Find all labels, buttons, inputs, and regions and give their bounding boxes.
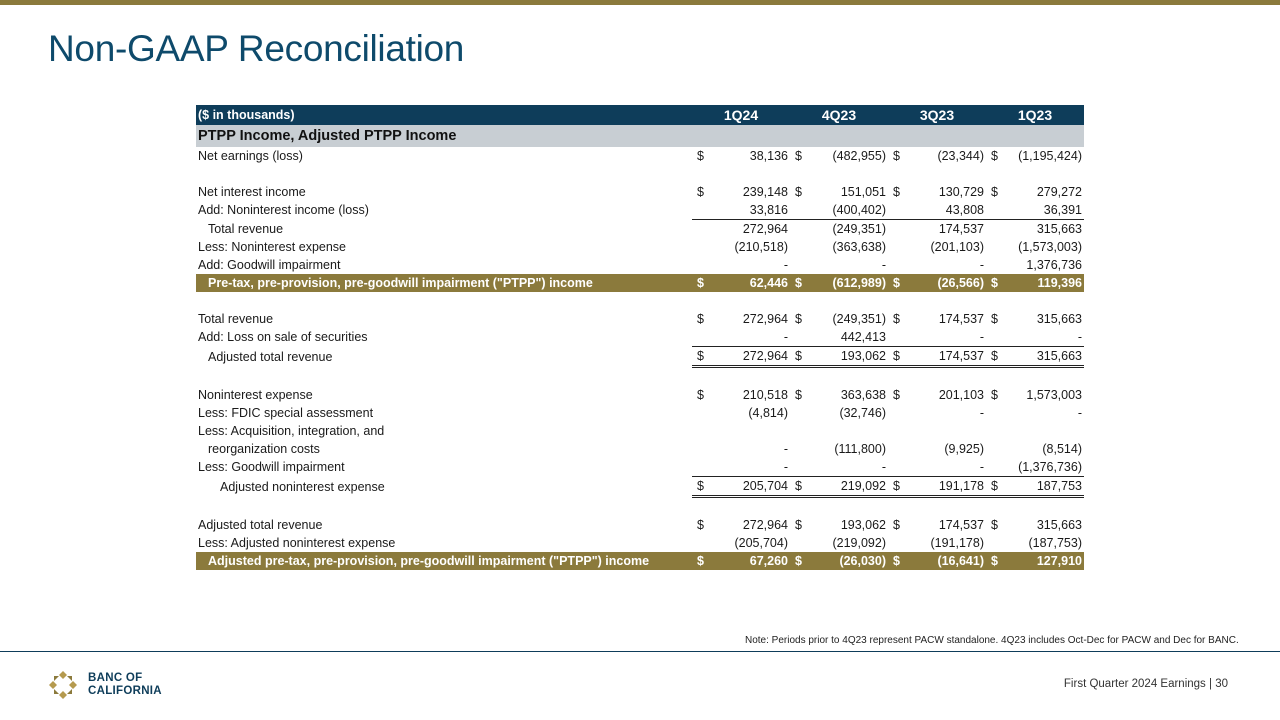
spacer-row [196, 165, 1084, 183]
spacer-row [196, 292, 1084, 310]
value-cell: (16,641) [904, 552, 986, 570]
row-label: Adjusted pre-tax, pre-provision, pre-goodwill impairment ("PTPP") income [196, 552, 692, 570]
footer-divider [0, 651, 1280, 652]
currency-symbol: $ [991, 149, 998, 163]
currency-symbol [986, 404, 1002, 422]
value-cell: - [979, 258, 984, 272]
value-cell: 174,537 [938, 518, 984, 532]
table-header [196, 105, 1084, 125]
value-cell: 33,816 [708, 201, 790, 220]
value-cell: 36,391 [1002, 201, 1084, 220]
value-cell: (201,103) [930, 240, 984, 254]
row-label: Less: Noninterest expense [198, 240, 347, 254]
currency-symbol: $ [991, 518, 998, 532]
currency-symbol: $ [790, 477, 806, 497]
currency-symbol [790, 404, 806, 422]
value-cell: (23,344) [937, 149, 984, 163]
currency-symbol: $ [795, 185, 802, 199]
row-label: Add: Noninterest income (loss) [198, 203, 369, 218]
currency-symbol [986, 328, 1002, 347]
currency-symbol: $ [888, 347, 904, 367]
table-row [196, 458, 1084, 477]
section-title: PTPP Income, Adjusted PTPP Income [196, 125, 1084, 147]
value-cell: 315,663 [1036, 222, 1082, 236]
value-cell: 174,537 [938, 222, 984, 236]
currency-symbol [888, 220, 904, 239]
value-cell: (1,573,003) [1018, 240, 1082, 254]
value-cell: 174,537 [938, 312, 984, 326]
currency-symbol [888, 256, 904, 274]
currency-symbol [790, 238, 806, 256]
row-label: Total revenue [208, 221, 284, 236]
value-cell: 193,062 [806, 347, 888, 367]
currency-symbol: $ [697, 388, 704, 402]
currency-symbol [986, 256, 1002, 274]
table-row [196, 183, 1084, 201]
table-row [196, 328, 1084, 347]
table-row [196, 310, 1084, 328]
value-cell: 119,396 [1002, 274, 1084, 292]
row-label: reorganization costs [208, 442, 320, 456]
currency-symbol [888, 201, 904, 220]
value-cell: 315,663 [1036, 312, 1082, 326]
value-cell: (191,178) [930, 536, 984, 550]
row-label: Less: Adjusted noninterest expense [198, 536, 396, 550]
value-cell: (400,402) [806, 201, 888, 220]
currency-symbol [790, 534, 806, 552]
currency-symbol: $ [888, 477, 904, 497]
table-row [196, 347, 1084, 367]
currency-symbol: $ [986, 347, 1002, 367]
table-row [196, 404, 1084, 422]
value-cell: (219,092) [832, 536, 886, 550]
currency-symbol [986, 201, 1002, 220]
currency-symbol [692, 256, 708, 274]
page-number: 30 [1215, 678, 1228, 690]
value-cell: - [904, 458, 986, 477]
value-cell: (612,989) [806, 274, 888, 292]
table-row [196, 386, 1084, 404]
value-cell: (1,376,736) [1002, 458, 1084, 477]
currency-symbol [888, 328, 904, 347]
row-label: Adjusted total revenue [208, 349, 333, 364]
table-row [196, 422, 1084, 440]
currency-symbol: $ [795, 149, 802, 163]
section-header [196, 125, 1084, 147]
currency-symbol: $ [697, 518, 704, 532]
value-cell: (32,746) [839, 406, 886, 420]
currency-symbol: $ [893, 312, 900, 326]
table-row [196, 147, 1084, 165]
value-cell: 38,136 [749, 149, 788, 163]
currency-symbol [790, 220, 806, 239]
currency-symbol: $ [795, 518, 802, 532]
currency-symbol: $ [893, 149, 900, 163]
currency-symbol: $ [986, 477, 1002, 497]
currency-symbol [790, 201, 806, 220]
top-accent-bar [0, 0, 1280, 5]
currency-symbol [692, 201, 708, 220]
period-header: 4Q23 [790, 105, 888, 125]
footnote: Note: Periods prior to 4Q23 represent PACW standalone. 4Q23 includes Oct-Dec for PACW and Dec for BANC. [745, 635, 1239, 646]
value-cell: 1,573,003 [1026, 388, 1082, 402]
value-cell: (249,351) [832, 222, 886, 236]
currency-symbol: $ [991, 312, 998, 326]
value-cell: - [708, 458, 790, 477]
row-label: Add: Goodwill impairment [198, 258, 341, 272]
total-row [196, 552, 1084, 570]
value-cell: - [783, 258, 788, 272]
currency-symbol [692, 404, 708, 422]
table-row [196, 516, 1084, 534]
currency-symbol [986, 440, 1002, 458]
currency-symbol [692, 440, 708, 458]
currency-symbol: $ [692, 347, 708, 367]
value-cell: - [1002, 328, 1084, 347]
currency-symbol: $ [692, 477, 708, 497]
logo-line-2: CALIFORNIA [88, 685, 162, 697]
value-cell: (1,195,424) [1018, 149, 1082, 163]
value-cell: 191,178 [904, 477, 986, 497]
currency-symbol: $ [991, 185, 998, 199]
value-cell: 187,753 [1002, 477, 1084, 497]
currency-symbol [692, 220, 708, 239]
spacer-row [196, 367, 1084, 387]
table-row [196, 238, 1084, 256]
total-row [196, 274, 1084, 292]
value-cell: - [979, 406, 984, 420]
table-row [196, 220, 1084, 239]
value-cell: 174,537 [904, 347, 986, 367]
logo-text [88, 672, 162, 698]
value-cell: (9,925) [944, 442, 984, 456]
currency-symbol: $ [893, 388, 900, 402]
currency-symbol [790, 256, 806, 274]
currency-symbol: $ [795, 388, 802, 402]
value-cell: 272,964 [742, 222, 788, 236]
row-label: Less: FDIC special assessment [198, 406, 374, 420]
currency-symbol: $ [888, 552, 904, 570]
value-cell: (482,955) [832, 149, 886, 163]
value-cell: 205,704 [708, 477, 790, 497]
currency-symbol: $ [991, 388, 998, 402]
table-row [196, 201, 1084, 220]
value-cell: (26,566) [904, 274, 986, 292]
currency-symbol: $ [692, 274, 708, 292]
value-cell: 363,638 [840, 388, 886, 402]
value-cell: (4,814) [748, 406, 788, 420]
value-cell: (363,638) [832, 240, 886, 254]
value-cell: 67,260 [708, 552, 790, 570]
page-title: Non-GAAP Reconciliation [48, 28, 465, 69]
currency-symbol: $ [986, 552, 1002, 570]
currency-symbol: $ [697, 149, 704, 163]
value-cell: - [881, 258, 886, 272]
value-cell: (111,800) [834, 442, 886, 456]
value-cell: (187,753) [1028, 536, 1082, 550]
period-header: 1Q24 [692, 105, 790, 125]
row-label: Add: Loss on sale of securities [198, 330, 368, 345]
value-cell: 127,910 [1002, 552, 1084, 570]
value-cell: 193,062 [840, 518, 886, 532]
currency-symbol [888, 238, 904, 256]
value-cell: 210,518 [742, 388, 788, 402]
currency-symbol [986, 220, 1002, 239]
value-cell: - [806, 458, 888, 477]
row-label: Net interest income [198, 185, 306, 199]
footer [1064, 678, 1228, 690]
currency-symbol: $ [697, 312, 704, 326]
currency-symbol [986, 534, 1002, 552]
currency-symbol [790, 458, 806, 477]
value-cell: 43,808 [904, 201, 986, 220]
currency-symbol [888, 440, 904, 458]
value-cell: - [708, 328, 790, 347]
value-cell: 62,446 [708, 274, 790, 292]
currency-symbol: $ [893, 518, 900, 532]
row-label: Less: Acquisition, integration, and [198, 424, 385, 438]
row-label: Noninterest expense [198, 388, 313, 402]
currency-symbol [986, 238, 1002, 256]
value-cell: 1,376,736 [1026, 258, 1082, 272]
value-cell: 239,148 [742, 185, 788, 199]
row-label: Net earnings (loss) [198, 149, 303, 163]
period-header: 1Q23 [986, 105, 1084, 125]
currency-symbol [986, 458, 1002, 477]
value-cell: 442,413 [806, 328, 888, 347]
currency-symbol: $ [790, 347, 806, 367]
value-cell: - [904, 328, 986, 347]
currency-symbol [692, 328, 708, 347]
period-header: 3Q23 [888, 105, 986, 125]
value-cell: 151,051 [840, 185, 886, 199]
row-label: Less: Goodwill impairment [198, 460, 345, 475]
currency-symbol: $ [790, 552, 806, 570]
value-cell: 272,964 [742, 312, 788, 326]
value-cell: 315,663 [1002, 347, 1084, 367]
value-cell: 130,729 [938, 185, 984, 199]
spacer-row [196, 497, 1084, 517]
currency-symbol [790, 440, 806, 458]
currency-symbol: $ [790, 274, 806, 292]
currency-symbol: $ [888, 274, 904, 292]
value-cell: (26,030) [806, 552, 888, 570]
currency-symbol: $ [986, 274, 1002, 292]
currency-symbol [692, 534, 708, 552]
value-cell: 219,092 [806, 477, 888, 497]
currency-symbol: $ [692, 552, 708, 570]
currency-symbol: $ [893, 185, 900, 199]
row-label: Total revenue [198, 312, 274, 326]
table-row [196, 477, 1084, 497]
table-row [196, 256, 1084, 274]
row-label: Pre-tax, pre-provision, pre-goodwill impairment ("PTPP") income [196, 274, 692, 292]
currency-symbol [790, 328, 806, 347]
value-cell: - [783, 442, 788, 456]
units-label: ($ in thousands) [196, 105, 692, 125]
value-cell: 272,964 [708, 347, 790, 367]
banc-of-california-logo-icon [47, 669, 79, 701]
row-label: Adjusted noninterest expense [220, 479, 385, 494]
value-cell: (8,514) [1042, 442, 1082, 456]
currency-symbol [888, 534, 904, 552]
currency-symbol [888, 404, 904, 422]
currency-symbol [692, 458, 708, 477]
value-cell: 272,964 [742, 518, 788, 532]
value-cell: 279,272 [1036, 185, 1082, 199]
currency-symbol: $ [697, 185, 704, 199]
table-row [196, 440, 1084, 458]
value-cell: 201,103 [938, 388, 984, 402]
value-cell: (205,704) [734, 536, 788, 550]
currency-symbol [692, 238, 708, 256]
table-row [196, 534, 1084, 552]
row-label: Adjusted total revenue [198, 518, 323, 532]
logo-line-1: BANC OF [88, 672, 143, 684]
value-cell: - [1077, 406, 1082, 420]
reconciliation-table [196, 105, 1084, 570]
value-cell: (249,351) [832, 312, 886, 326]
value-cell: (210,518) [734, 240, 788, 254]
footer-text: First Quarter 2024 Earnings | [1063, 678, 1212, 690]
currency-symbol [888, 458, 904, 477]
currency-symbol: $ [795, 312, 802, 326]
value-cell: 315,663 [1036, 518, 1082, 532]
